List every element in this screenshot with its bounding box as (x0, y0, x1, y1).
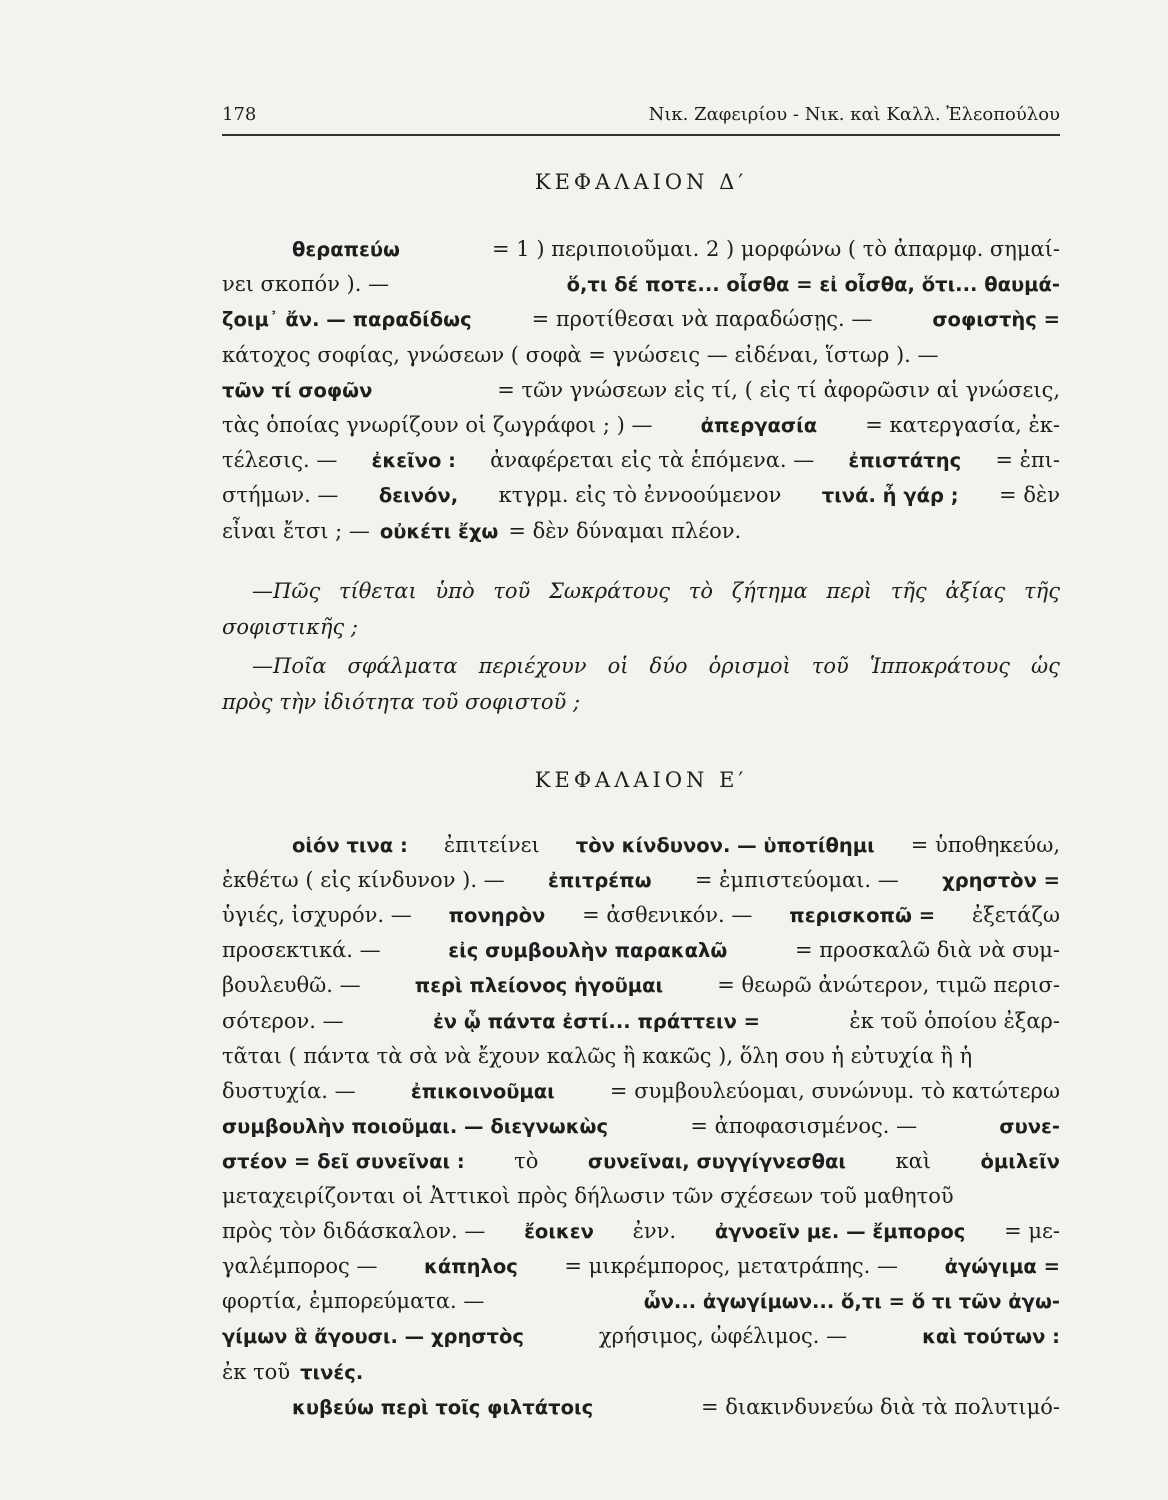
question-word: τοῦ (811, 654, 849, 678)
question-word: Ἱπποκράτους (869, 654, 1010, 678)
question-word: —Ποῖα (252, 654, 327, 678)
question-word: ὑπὸ (435, 579, 475, 603)
chapter-d-line (222, 477, 1060, 513)
gloss-text: = τῶν γνώσεων εἰς τί, ( εἰς τί ἀφορῶσιν αἱ γνώσεις, (497, 377, 1060, 402)
gloss-text: τὸ (514, 1148, 539, 1173)
bold-term: καὶ τούτων : (922, 1325, 1060, 1349)
question-word: Σωκράτους (549, 579, 671, 603)
chapter-e-line (222, 967, 1060, 1003)
chapter-d-heading: ΚΕΦΑΛΑΙΟΝ Δ′ (534, 170, 748, 194)
bold-term: τινές. (300, 1360, 364, 1384)
gloss-text: δυστυχία. — (222, 1078, 356, 1103)
gloss-text: ἀναφέρεται εἰς τὰ ἑπόμενα. — (490, 448, 815, 473)
bold-term: οὐκέτι ἔχω (379, 519, 499, 543)
review-question-line (222, 609, 1060, 645)
question-word: περιέχουν (478, 654, 587, 678)
review-question-line (222, 684, 1060, 720)
bold-term: συνεῖναι, συγγίγνεσθαι (587, 1149, 847, 1173)
bold-term: ὅ,τι δέ ποτε... οἶσθα = εἰ οἶσθα, ὅτι... θαυμά- (566, 273, 1060, 297)
question-word: ἀξίας (945, 579, 1006, 603)
gloss-text: χρήσιμος, ὠφέλιμος. — (598, 1324, 848, 1349)
question-word: ὁρισμοὶ (708, 654, 791, 678)
chapter-e-line (222, 1038, 1060, 1074)
chapter-d-line (222, 513, 1060, 549)
chapter-d-line (222, 266, 1060, 302)
bold-term: περὶ πλείονος ἡγοῦμαι (414, 974, 664, 998)
question-word: οἱ (607, 654, 629, 678)
gloss-text: = θεωρῶ ἀνώτερον, τιμῶ περισ- (717, 973, 1060, 998)
gloss-text: φορτία, ἐμπορεύματα. — (222, 1289, 485, 1314)
bold-term: συμβουλὴν ποιοῦμαι. — διεγνωκὼς (222, 1114, 609, 1138)
gloss-text: ὑγιές, ἰσχυρόν. — (222, 903, 412, 928)
gloss-text: τέλεσις. — (222, 448, 338, 473)
gloss-text: = προσκαλῶ διὰ νὰ συμ- (794, 938, 1060, 963)
gloss-text: = προτίθεσαι νὰ παραδώσῃς. — (531, 307, 873, 332)
chapter-d-line (222, 337, 1060, 373)
gloss-text: ἐξετάζω (971, 903, 1060, 928)
bold-term: ἐν ᾧ πάντα ἐστί... πράττειν = (432, 1009, 760, 1033)
gloss-text: ἐνν. (632, 1219, 677, 1244)
gloss-text: ἐπιτείνει (443, 833, 540, 857)
question-word: ὡς (1031, 654, 1060, 678)
bold-term: ἀγνοεῖν με. — ἔμπορος (714, 1220, 966, 1244)
gloss-text: = μικρέμπορος, μετατράπης. — (564, 1254, 899, 1279)
running-title: Νικ. Ζαφειρίου - Νικ. καὶ Καλλ. Ἐλεοπούλου (648, 104, 1060, 125)
review-question-line (222, 573, 1060, 609)
gloss-text: = συμβουλεύομαι, συνώνυμ. τὸ κατώτερω (609, 1078, 1060, 1103)
bold-term: ἐκεῖνο : (371, 449, 456, 473)
review-question-line (222, 648, 1060, 684)
page-header (222, 100, 1060, 136)
chapter-e-line (222, 1248, 1060, 1284)
chapter-e-line (222, 1003, 1060, 1039)
chapter-e-line (222, 862, 1060, 898)
gloss-text: τὰς ὁποίας γνωρίζουν οἱ ζωγράφοι ; ) — (222, 413, 653, 437)
gloss-text: = ὑποθηκεύω, (910, 833, 1060, 857)
bold-term: ζοιμ᾽ ἄν. — παραδίδως (222, 308, 472, 332)
question-word: τοῦ (493, 579, 531, 603)
bold-term: ἐπικοινοῦμαι (410, 1079, 555, 1103)
chapter-e-line (222, 1108, 1060, 1144)
chapter-e-line (222, 1143, 1060, 1179)
gloss-text: κτγρμ. εἰς τὸ ἐννοούμενον (498, 483, 782, 508)
chapter-e-line (222, 1389, 1060, 1425)
question-word: δύο (649, 654, 688, 678)
chapter-e-line (222, 1354, 1060, 1390)
gloss-text: = δὲν (999, 483, 1060, 508)
gloss-text: πρὸς τὸν διδάσκαλον. — (222, 1219, 486, 1244)
chapter-d-line (222, 301, 1060, 337)
bold-term: ὧν... ἀγωγίμων... ὅ,τι = ὅ τι τῶν ἀγω- (643, 1290, 1060, 1314)
gloss-text: μεταχειρίζονται οἱ Ἀττικοὶ πρὸς δήλωσιν τῶν σχέσεων τοῦ μαθητοῦ (222, 1184, 954, 1208)
chapter-e-line (222, 827, 1060, 863)
chapter-e-line (222, 1283, 1060, 1319)
question-text: πρὸς τὴν ἰδιότητα τοῦ σοφιστοῦ ; (222, 690, 581, 714)
page-number: 178 (222, 104, 257, 125)
gloss-text: σότερον. — (222, 1008, 344, 1033)
gloss-text: ἐκθέτω ( εἰς κίνδυνον ). — (222, 868, 505, 893)
question-word: περὶ (826, 579, 873, 603)
chapter-d-line (222, 407, 1060, 443)
bold-term: κάπηλος (423, 1255, 518, 1279)
gloss-text: = διακινδυνεύω διὰ τὰ πολυτιμό- (700, 1394, 1060, 1419)
gloss-text: τᾶται ( πάντα τὰ σὰ νὰ ἔχουν καλῶς ἢ κακῶς ), ὅλη σου ἡ εὐτυχία ἢ ἡ (222, 1043, 973, 1068)
bold-term: ἀγώγιμα = (944, 1255, 1060, 1279)
chapter-e-line (222, 932, 1060, 968)
bold-term: περισκοπῶ = (789, 904, 936, 928)
bold-term: ἐπιτρέπω (548, 869, 652, 893)
question-word: τῆς (1024, 579, 1060, 603)
gloss-text: προσεκτικά. — (222, 938, 381, 963)
gloss-text: = ἀσθενικόν. — (582, 903, 753, 928)
gloss-text: εἶναι ἔτσι ; — (222, 518, 370, 543)
gloss-text: κάτοχος σοφίας, γνώσεων ( σοφὰ = γνώσεις — εἰδέναι, ἵστωρ ). — (222, 342, 939, 367)
bold-term: πονηρὸν (448, 904, 546, 928)
gloss-text: = 1 ) περιποιοῦμαι. 2 ) μορφώνω ( τὸ ἀπαρμφ. σημαί- (492, 237, 1060, 261)
bold-term: ἔοικεν (524, 1220, 594, 1244)
gloss-text: = ἐπι- (995, 448, 1060, 473)
gloss-text: = κατεργασία, ἐκ- (865, 413, 1060, 437)
bold-term: ὁμιλεῖν (980, 1149, 1060, 1173)
bold-term: ἀπεργασία (700, 414, 818, 437)
gloss-text: καὶ (895, 1148, 932, 1173)
gloss-text: = με- (1004, 1219, 1060, 1244)
gloss-text: νει σκοπόν ). — (222, 272, 390, 297)
question-word: ζήτημα (731, 579, 808, 603)
bold-term: γίμων ἃ ἄγουσι. — χρηστὸς (222, 1325, 524, 1349)
chapter-d-line (222, 231, 1060, 267)
gloss-text: ἐκ τοῦ ὁποίου ἐξαρ- (849, 1008, 1060, 1033)
chapter-e-line (222, 1178, 1060, 1214)
gloss-text: βουλευθῶ. — (222, 973, 361, 998)
question-text: σοφιστικῆς ; (222, 615, 358, 639)
question-word: τίθεται (338, 579, 417, 603)
question-word: —Πῶς (252, 579, 321, 603)
bold-term: θεραπεύω (292, 238, 401, 261)
bold-term: τῶν τί σοφῶν (222, 378, 373, 402)
bold-term: εἰς συμβουλὴν παρακαλῶ (448, 939, 728, 963)
chapter-e-line (222, 1213, 1060, 1249)
chapter-e-line (222, 1073, 1060, 1109)
bold-term: ἐπιστάτης (848, 449, 962, 473)
gloss-text: ἐκ τοῦ (222, 1359, 291, 1384)
gloss-text: = δὲν δύναμαι πλέον. (508, 518, 742, 543)
chapter-e-heading: ΚΕΦΑΛΑΙΟΝ Ε′ (534, 768, 748, 792)
bold-term: σοφιστὴς = (932, 308, 1060, 332)
chapter-d-line (222, 442, 1060, 478)
question-word: τὸ (688, 579, 714, 603)
bold-term: τινά. ἦ γάρ ; (821, 484, 959, 508)
gloss-text: = ἐμπιστεύομαι. — (694, 868, 899, 893)
chapter-d-line (222, 372, 1060, 408)
bold-term: οἱόν τινα : (292, 834, 408, 857)
question-word: τῆς (890, 579, 927, 603)
bold-term: δεινόν, (378, 484, 459, 508)
bold-term: κυβεύω περὶ τοῖς φιλτάτοις (292, 1395, 594, 1419)
question-word: σφάλματα (347, 654, 458, 678)
gloss-text: στήμων. — (222, 483, 339, 508)
chapter-e-line (222, 897, 1060, 933)
bold-term: χρηστὸν = (942, 869, 1060, 893)
chapter-e-line (222, 1318, 1060, 1354)
bold-term: στέον = δεῖ συνεῖναι : (222, 1149, 465, 1173)
bold-term: τὸν κίνδυνον. — ὑποτίθημι (575, 834, 875, 857)
gloss-text: γαλέμπορος — (222, 1254, 378, 1279)
gloss-text: = ἀποφασισμένος. — (690, 1113, 918, 1138)
bold-term: συνε- (999, 1114, 1060, 1138)
